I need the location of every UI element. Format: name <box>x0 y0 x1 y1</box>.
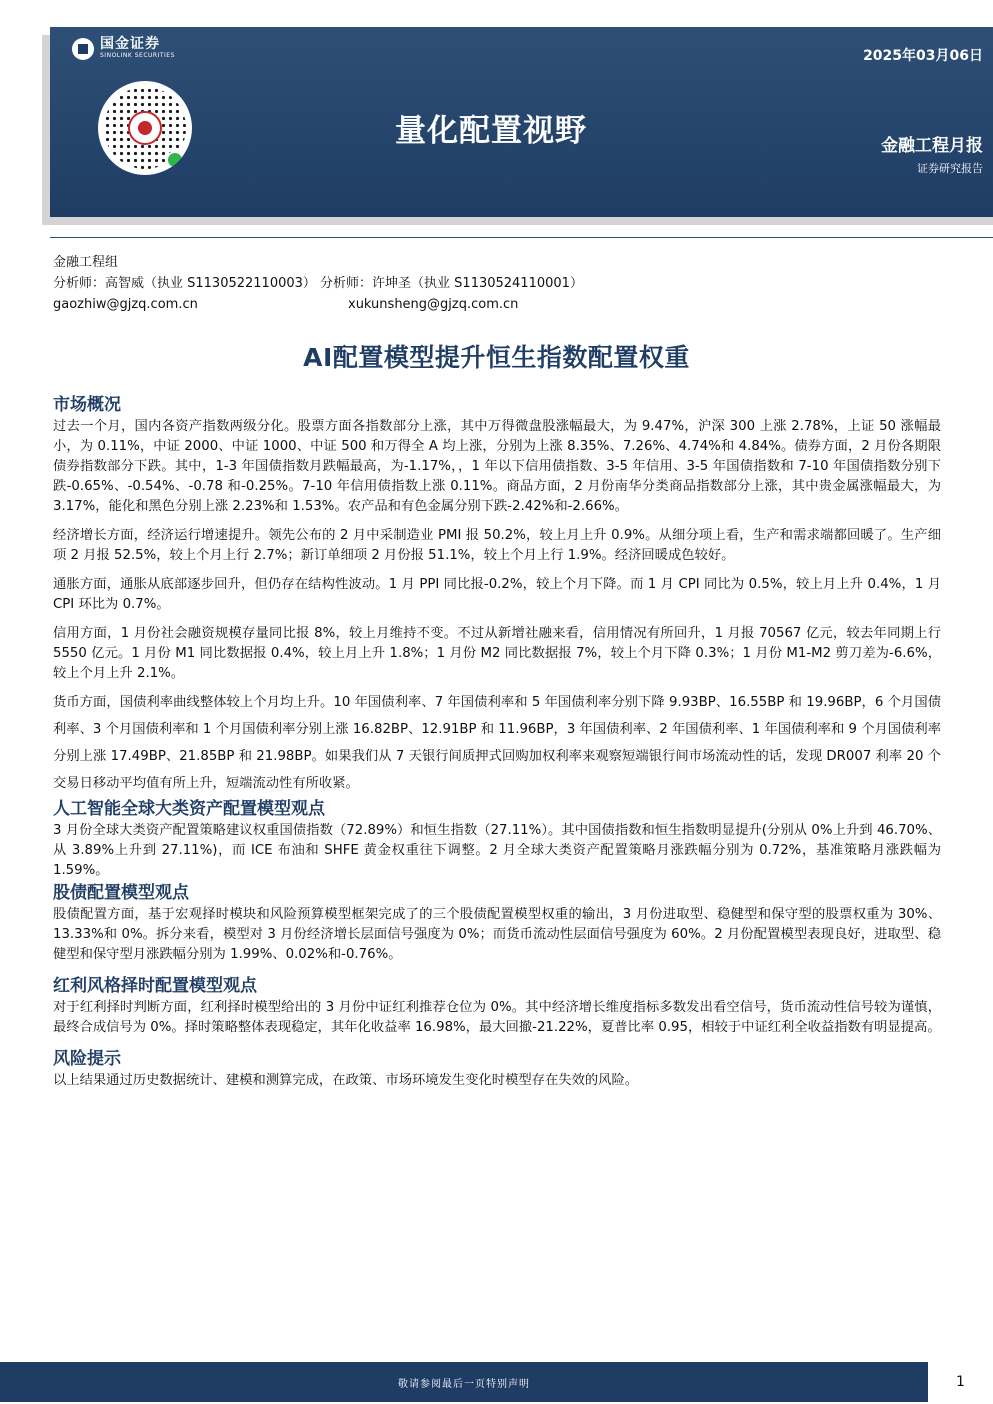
page-number: 1 <box>956 1374 965 1390</box>
paragraph: 以上结果通过历史数据统计、建模和测算完成，在政策、市场环境发生变化时模型存在失效的风险。 <box>53 1073 639 1088</box>
analysts-line: 分析师：高智威（执业 S1130522110003） 分析师：许坤圣（执业 S1130524110001） <box>53 276 583 291</box>
section-heading-dividend-model: 红利风格择时配置模型观点 <box>53 976 257 996</box>
section-heading-stock-bond-model: 股债配置模型观点 <box>53 883 189 903</box>
section-heading-ai-model: 人工智能全球大类资产配置模型观点 <box>53 799 325 819</box>
footer-notice: 敬请参阅最后一页特别声明 <box>0 1362 928 1402</box>
report-header <box>50 27 993 217</box>
report-title: AI配置模型提升恒生指数配置权重 <box>303 343 690 372</box>
paragraph: 货币方面，国债利率曲线整体较上个月均上升。10 年国债利率、7 年国债利率和 5 年国债利率分别下降 9.93BP、16.55BP 和 19.96BP，6 个月国债利率、3 个月国债利率和 1 个月国债利率分别上涨 16.82BP、12.91BP 和 11.96BP，3 年国债利率、2 年国债利率、1 年国债利率和 9 个月国债利率分别上涨 17.49BP、21.85BP 和 21.98BP。如果我们从 7 天银行间质押式回购加权利率来观察短端银行间市场流动性的话，发现 DR007 利率 20 个交易日移动平均值有所上升，短端流动性有所收紧。 <box>53 695 941 791</box>
logo-name-cn: 国金证券 <box>100 36 160 52</box>
divider <box>50 237 993 238</box>
series-title: 量化配置视野 <box>395 113 587 149</box>
paragraph: 通胀方面，通胀从底部逐步回升，但仍存在结构性波动。1 月 PPI 同比报-0.2%，较上个月下降。而 1 月 CPI 同比为 0.5%，较上月上升 0.4%，1 月 CPI 环比为 0.7%。 <box>53 577 941 612</box>
report-body <box>53 393 941 1091</box>
paragraph: 对于红利择时判断方面，红利择时模型给出的 3 月份中证红利推荐仓位为 0%。其中经济增长维度指标多数发出看空信号，货币流动性信号较为谨慎，最终合成信号为 0%。择时策略整体表现稳定，其年化收益率 16.98%，最大回撤-21.22%，夏普比率 0.95，相较于中证红利全收益指数有明显提高。 <box>53 1000 941 1035</box>
section-heading-risk: 风险提示 <box>53 1049 121 1069</box>
research-group: 金融工程组 <box>53 255 119 270</box>
paragraph: 信用方面，1 月份社会融资规模存量同比报 8%，较上月维持不变。不过从新增社融来看，信用情况有所回升，1 月报 70567 亿元，较去年同期上行 5550 亿元。1 月份 M1 同比数据报 0.4%，较上月上升 1.8%；1 月份 M2 同比数据报 7%，较上个月下降 0.3%；1 月份 M1-M2 剪刀差为-6.6%，较上个月上升 2.1%。 <box>53 626 941 681</box>
author-block <box>53 252 583 315</box>
report-date: 2025年03月06日 <box>863 48 983 64</box>
paragraph: 过去一个月，国内各资产指数两级分化。股票方面各指数部分上涨，其中万得微盘股涨幅最大，为 9.47%，沪深 300 上涨 2.78%，上证 50 涨幅最小，为 0.11%，中证 2000、中证 1000、中证 500 和万得全 A 均上涨，分别为上涨 8.35%、7.26%、4.74%和 4.84%。债券方面，2 月份各期限债券指数部分下跌。其中，1-3 年国债指数月跌幅最高，为-1.17%，，1 年以下信用债指数、3-5 年信用、3-5 年国债指数和 7-10 年国债指数分别下跌-0.65%、-0.54%、-0.78 和-0.25%。7-10 年信用债指数上涨 0.11%。商品方面，2 月份南华分类商品指数部分上涨，其中贵金属涨幅最大，为 3.17%，能化和黑色分别上涨 2.23%和 1.53%。农产品和有色金属分别下跌-2.42%和-2.66%。 <box>53 419 941 514</box>
analyst-email-2[interactable]: xukunsheng@gjzq.com.cn <box>348 297 519 312</box>
paragraph: 经济增长方面，经济运行增速提升。领先公布的 2 月中采制造业 PMI 报 50.2%，较上月上升 0.9%。从细分项上看，生产和需求端都回暖了。生产细项 2 月报 52.5%，较上个月上行 2.7%；新订单细项 2 月份报 51.1%，较上个月上行 1.9%。经济回暖成色较好。 <box>53 528 941 563</box>
logo-name-en: SINOLINK SECURITIES <box>100 52 175 59</box>
report-type: 金融工程月报 <box>881 136 983 156</box>
logo-mark-icon <box>72 38 94 60</box>
company-logo <box>72 37 175 60</box>
analyst-email-1[interactable]: gaozhiw@gjzq.com.cn <box>53 297 198 312</box>
paragraph: 股债配置方面，基于宏观择时模块和风险预算模型框架完成了的三个股债配置模型权重的输出，3 月份进取型、稳健型和保守型的股票权重为 30%、13.33%和 0%。拆分来看，模型对 3 月份经济增长层面信号强度为 0%；而货币流动性层面信号强度为 60%。2 月份配置模型表现良好，进取型、稳健型和保守型月涨跌幅分别为 1.99%、0.02%和-0.76%。 <box>53 907 941 962</box>
miniprogram-badge-icon <box>166 151 184 169</box>
qr-code-icon <box>98 81 192 175</box>
section-heading-market: 市场概况 <box>53 395 121 415</box>
paragraph: 3 月份全球大类资产配置策略建议权重国债指数（72.89%）和恒生指数（27.11%）。其中国债指数和恒生指数明显提升(分别从 0%上升到 46.70%、从 3.89%上升到 27.11%)，而 ICE 布油和 SHFE 黄金权重往下调整。2 月全球大类资产配置策略月涨跌幅分别为 0.72%，基准策略月涨跌幅为 1.59%。 <box>53 823 941 878</box>
report-subtype: 证券研究报告 <box>917 162 983 175</box>
